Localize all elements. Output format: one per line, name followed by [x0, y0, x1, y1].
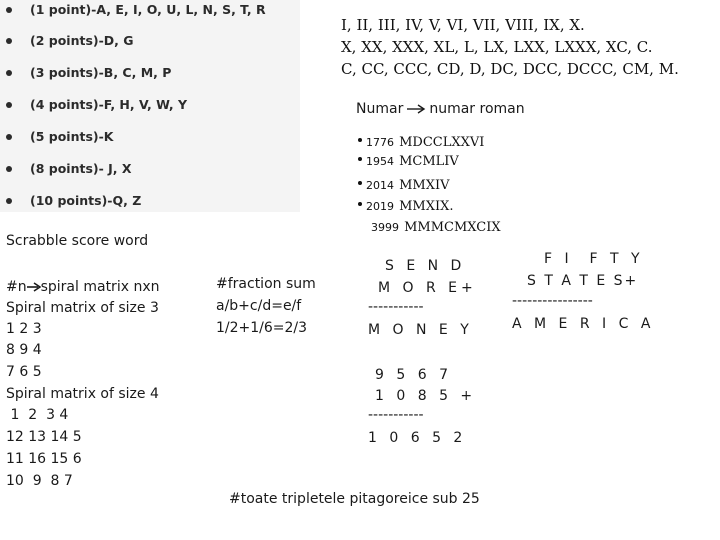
puzzle-line: S E N D — [385, 258, 466, 274]
bullet-icon — [6, 38, 12, 44]
puzzle-divider: ----------- — [368, 407, 424, 423]
puzzle-divider: ----------- — [368, 299, 424, 315]
puzzle-divider: ---------------- — [512, 293, 593, 309]
conversion-row — [371, 216, 501, 235]
scrabble-item-text: (5 points)-K — [30, 129, 114, 144]
bullet-icon — [6, 102, 12, 108]
conversion-roman: MDCCLXXVI — [399, 135, 485, 150]
bullet-icon — [6, 7, 12, 13]
fraction-line: a/b+c/d=e/f — [216, 298, 302, 314]
conversion-row — [358, 150, 459, 169]
spiral-title — [6, 279, 159, 295]
conversion-row — [358, 195, 454, 214]
triplets-caption: #toate tripletele pitagoreice sub 25 — [229, 491, 480, 507]
bullet-icon — [358, 181, 362, 185]
conversion-row — [358, 131, 484, 150]
scrabble-title: Scrabble score word — [6, 233, 149, 249]
spiral-line: Spiral matrix of size 4 — [6, 386, 159, 402]
scrabble-item-text: (8 points)- J, X — [30, 161, 132, 176]
spiral-line: 8 9 4 — [6, 342, 42, 358]
conversion-roman: MMMCMXCIX — [404, 220, 501, 235]
spiral-line: 12 13 14 5 — [6, 429, 82, 445]
scrabble-item-text: (2 points)-D, G — [30, 33, 134, 48]
bullet-icon — [358, 138, 362, 142]
scrabble-item-text: (10 points)-Q, Z — [30, 193, 142, 208]
conversion-roman: MMXIV — [399, 178, 450, 193]
numar-label: Numar — [356, 101, 404, 117]
conversion-value: 3999 — [371, 221, 399, 234]
spiral-title-suffix: spiral matrix nxn — [40, 279, 160, 295]
scrabble-item-text: (4 points)-F, H, V, W, Y — [30, 97, 188, 112]
conversion-value: 2019 — [366, 200, 394, 213]
bullet-icon — [6, 166, 12, 172]
puzzle-line: F I F T Y — [544, 251, 644, 267]
scrabble-item — [6, 129, 113, 144]
spiral-line: 11 16 15 6 — [6, 451, 82, 467]
bullet-icon — [6, 70, 12, 76]
spiral-line: Spiral matrix of size 3 — [6, 300, 159, 316]
scrabble-item — [6, 33, 134, 48]
scrabble-item — [6, 193, 141, 208]
bullet-icon — [358, 202, 362, 206]
scrabble-item — [6, 65, 171, 80]
conversion-value: 1776 — [366, 136, 394, 149]
spiral-title-prefix: #n — [6, 279, 27, 295]
scrabble-points-panel — [0, 0, 300, 212]
conversion-value: 2014 — [366, 179, 394, 192]
bullet-icon — [6, 134, 12, 140]
scrabble-item-text: (3 points)-B, C, M, P — [30, 65, 172, 80]
conversion-value: 1954 — [366, 155, 394, 168]
puzzle-line: 1 0 6 5 2 — [368, 430, 467, 446]
roman-line: I, II, III, IV, V, VI, VII, VIII, IX, X. — [341, 16, 585, 34]
spiral-line: 1 2 3 4 — [6, 407, 69, 423]
puzzle-line: 9 5 6 7 — [375, 367, 452, 383]
scrabble-item — [6, 2, 266, 17]
spiral-line: 1 2 3 — [6, 321, 42, 337]
conversion-roman: MMXIX. — [399, 199, 454, 214]
puzzle-line: M O R E+ — [378, 280, 477, 296]
scrabble-item-text: (1 point)-A, E, I, O, U, L, N, S, T, R — [30, 2, 266, 17]
puzzle-line: M O N E Y — [368, 322, 473, 338]
numar-heading — [356, 101, 525, 117]
roman-line: X, XX, XXX, XL, L, LX, LXX, LXXX, XC, C. — [341, 38, 653, 56]
fraction-line: #fraction sum — [216, 276, 316, 292]
conversion-row — [358, 174, 450, 193]
puzzle-line: A M E R I C A — [512, 316, 655, 332]
arrow-right-icon — [406, 104, 426, 114]
bullet-icon — [358, 157, 362, 161]
scrabble-item — [6, 161, 132, 176]
spiral-line: 10 9 8 7 — [6, 473, 73, 489]
scrabble-item — [6, 97, 187, 112]
puzzle-line: 1 0 8 5 + — [375, 388, 477, 404]
roman-line: C, CC, CCC, CD, D, DC, DCC, DCCC, CM, M. — [341, 60, 679, 78]
numar-roman-label: numar roman — [429, 101, 525, 117]
spiral-line: 7 6 5 — [6, 364, 42, 380]
fraction-line: 1/2+1/6=2/3 — [216, 320, 308, 336]
arrow-right-icon — [27, 282, 41, 292]
bullet-icon — [6, 198, 12, 204]
conversion-roman: MCMLIV — [399, 154, 459, 169]
puzzle-line: S T A T E S+ — [527, 273, 639, 289]
